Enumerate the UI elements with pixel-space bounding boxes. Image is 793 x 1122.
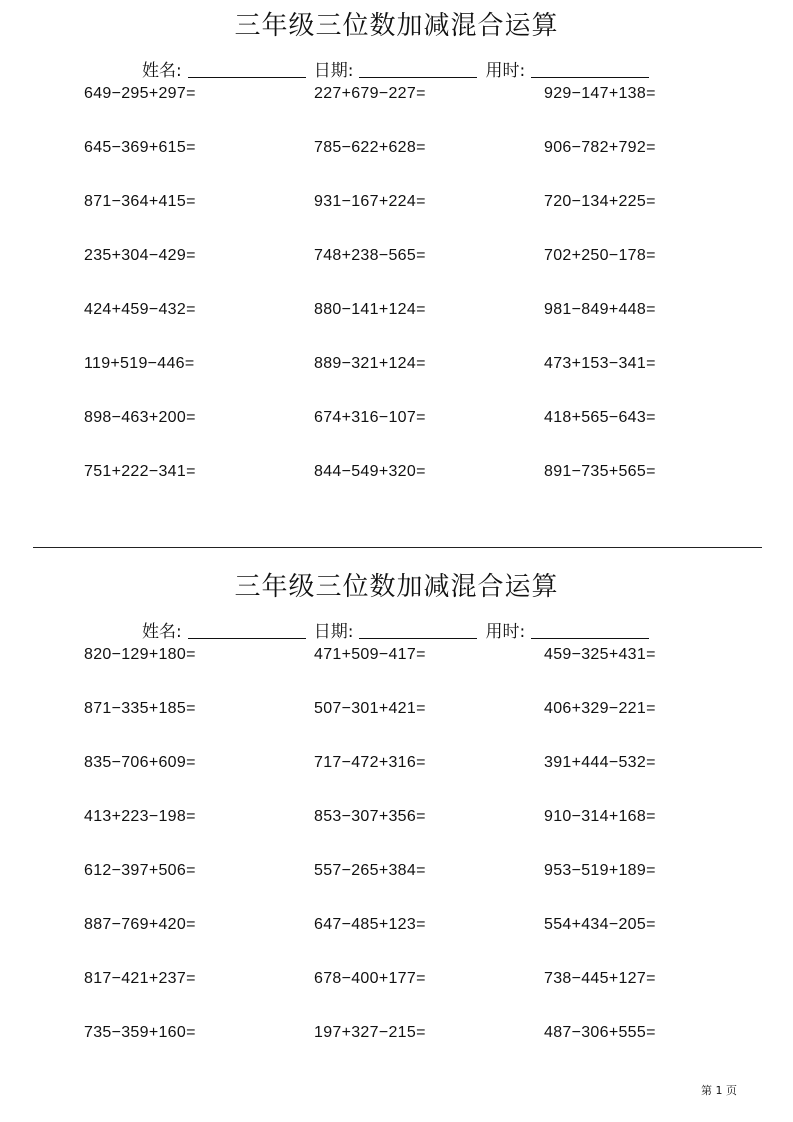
- problem-item: 871−364+415=: [84, 193, 196, 210]
- problem-item: 554+434−205=: [544, 916, 656, 933]
- time-label: 用时:: [485, 621, 526, 642]
- worksheet-1: [0, 0, 793, 500]
- problem-item: 889−321+124=: [314, 355, 426, 372]
- problem-item: 612−397+506=: [84, 862, 196, 879]
- problem-item: 906−782+792=: [544, 139, 656, 156]
- problem-item: 717−472+316=: [314, 754, 426, 771]
- problem-item: 910−314+168=: [544, 808, 656, 825]
- worksheet-2: [0, 561, 793, 1061]
- problem-item: 235+304−429=: [84, 247, 196, 264]
- problem-item: 413+223−198=: [84, 808, 196, 825]
- name-blank-line[interactable]: [188, 59, 306, 78]
- problem-item: 227+679−227=: [314, 85, 426, 102]
- page-number: 第 1 页: [701, 1084, 737, 1097]
- worksheet-title: 三年级三位数加减混合运算: [234, 572, 559, 602]
- worksheet-title: 三年级三位数加减混合运算: [234, 11, 559, 41]
- problem-item: 702+250−178=: [544, 247, 656, 264]
- name-blank-line[interactable]: [188, 620, 306, 639]
- problem-item: 835−706+609=: [84, 754, 196, 771]
- problem-item: 471+509−417=: [314, 646, 426, 663]
- problem-item: 735−359+160=: [84, 1024, 196, 1041]
- sheet-separator: [33, 547, 762, 548]
- date-label: 日期:: [313, 60, 354, 81]
- problem-item: 898−463+200=: [84, 409, 196, 426]
- time-label: 用时:: [485, 60, 526, 81]
- student-info-row: [142, 617, 657, 641]
- time-field: [485, 617, 649, 642]
- problem-item: 507−301+421=: [314, 700, 426, 717]
- problem-item: 678−400+177=: [314, 970, 426, 987]
- student-info-row: [142, 56, 657, 80]
- problem-item: 871−335+185=: [84, 700, 196, 717]
- problem-item: 647−485+123=: [314, 916, 426, 933]
- problem-item: 738−445+127=: [544, 970, 656, 987]
- name-field: [142, 617, 306, 642]
- date-blank-line[interactable]: [359, 620, 477, 639]
- problem-item: 674+316−107=: [314, 409, 426, 426]
- problem-item: 649−295+297=: [84, 85, 196, 102]
- problem-item: 981−849+448=: [544, 301, 656, 318]
- problem-item: 853−307+356=: [314, 808, 426, 825]
- problem-item: 820−129+180=: [84, 646, 196, 663]
- problem-item: 887−769+420=: [84, 916, 196, 933]
- time-field: [485, 56, 649, 81]
- problem-item: 929−147+138=: [544, 85, 656, 102]
- problem-item: 891−735+565=: [544, 463, 656, 480]
- time-blank-line[interactable]: [531, 620, 649, 639]
- name-label: 姓名:: [142, 621, 182, 642]
- problem-item: 645−369+615=: [84, 139, 196, 156]
- problem-item: 406+329−221=: [544, 700, 656, 717]
- time-blank-line[interactable]: [531, 59, 649, 78]
- date-field: [314, 56, 478, 81]
- problem-item: 459−325+431=: [544, 646, 656, 663]
- name-field: [142, 56, 306, 81]
- problem-item: 953−519+189=: [544, 862, 656, 879]
- problem-item: 119+519−446=: [84, 355, 195, 372]
- problem-item: 880−141+124=: [314, 301, 426, 318]
- problem-item: 391+444−532=: [544, 754, 656, 771]
- problem-item: 487−306+555=: [544, 1024, 656, 1041]
- problem-item: 748+238−565=: [314, 247, 426, 264]
- problem-item: 418+565−643=: [544, 409, 656, 426]
- problem-item: 785−622+628=: [314, 139, 426, 156]
- problem-item: 424+459−432=: [84, 301, 196, 318]
- problem-item: 473+153−341=: [544, 355, 656, 372]
- problem-item: 817−421+237=: [84, 970, 196, 987]
- date-label: 日期:: [313, 621, 354, 642]
- name-label: 姓名:: [142, 60, 182, 81]
- date-blank-line[interactable]: [359, 59, 477, 78]
- problem-item: 751+222−341=: [84, 463, 196, 480]
- date-field: [314, 617, 478, 642]
- problem-item: 844−549+320=: [314, 463, 426, 480]
- problem-item: 931−167+224=: [314, 193, 426, 210]
- problem-item: 197+327−215=: [314, 1024, 426, 1041]
- problem-item: 720−134+225=: [544, 193, 656, 210]
- problem-item: 557−265+384=: [314, 862, 426, 879]
